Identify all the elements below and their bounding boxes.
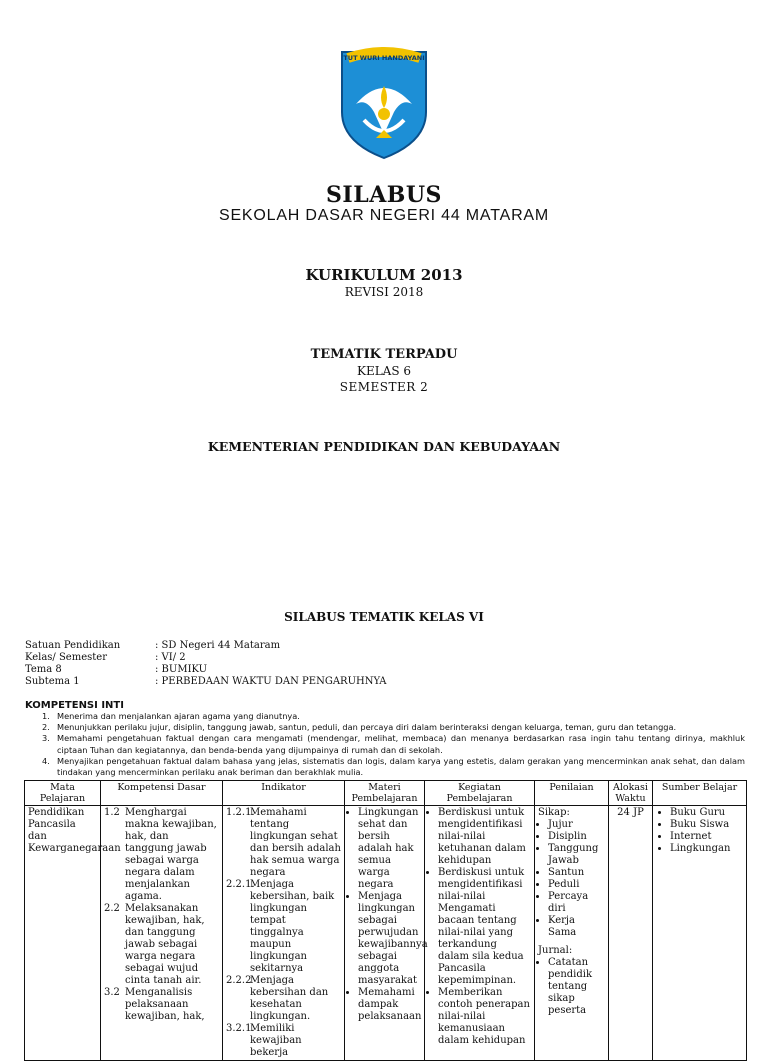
column-header: Materi Pembelajaran	[345, 781, 425, 806]
indicator-item: 2.2.1. Menjaga kebersihan, baik lingkungan tempat tinggalnya maupun lingkungan sekitarnya	[226, 879, 335, 974]
class-label: KELAS 6	[356, 364, 412, 378]
table-header-row	[25, 781, 747, 806]
time-cell: 24 JP	[609, 806, 653, 1061]
info-value: : PERBEDAAN WAKTU DAN PENGARUHNYA	[155, 676, 387, 687]
source-item: • Internet	[670, 831, 743, 843]
kd-item: 2.2 Melaksanakan kewajiban, hak, dan tanggung jawab sebagai warga negara sebagai wujud cinta tanah air.	[104, 903, 205, 986]
indicator-item: 1.2.1. Memahami tentang lingkungan sehat dan bersih adalah hak semua warga negara	[226, 807, 341, 878]
source-item: • Lingkungan	[670, 843, 743, 855]
assessment-cell	[535, 806, 609, 1061]
svg-text:TUT WURI HANDAYANI: TUT WURI HANDAYANI	[343, 54, 425, 62]
activity-item: • Berdiskusi untuk mengidentifikasi nilai-nilai ketuhanan dalam kehidupan	[438, 807, 531, 867]
info-row	[25, 664, 207, 675]
core-competence-item: 3. Memahami pengetahuan faktual dengan cara mengamati (mendengar, melihat, membaca) dan menanya berdasarkan rasa ingin tahu tentang dirinya, makhluk ciptaan Tuhan dan kegiatannya, dan benda-benda yang dijumpainya di rumah dan di sekolah.	[42, 733, 745, 755]
syllabus-title: SILABUS TEMATIK KELAS VI	[284, 610, 484, 624]
column-header: Kegiatan Pembelajaran	[425, 781, 535, 806]
assessment-item: • Kerja Sama	[548, 915, 605, 939]
table-row	[25, 806, 747, 1061]
material-item: • Menjaga lingkungan sebagai perwujudan kewajibannya sebagai anggota masyarakat	[358, 891, 421, 987]
material-cell	[345, 806, 428, 1061]
assessment-item: • Tanggung Jawab	[548, 843, 605, 867]
indicator-cell	[223, 806, 345, 1061]
material-item: • Lingkungan sehat dan bersih adalah hak semua warga negara	[358, 807, 421, 891]
theme-type: TEMATIK TERPADU	[310, 347, 458, 362]
info-value: : VI/ 2	[155, 652, 186, 663]
syllabus-table	[24, 780, 747, 1061]
assessment-item: • Catatan pendidik tentang sikap peserta	[548, 957, 605, 1017]
school-name: SEKOLAH DASAR NEGERI 44 MATARAM	[218, 207, 550, 224]
indicator-item: 3.2.1. Memiliki kewajiban bekerja	[226, 1023, 302, 1058]
info-row	[25, 652, 186, 663]
subject-cell: Pendidikan Pancasila dan Kewarganegaraan	[25, 806, 101, 1061]
assessment-item: • Jujur	[548, 819, 605, 831]
info-label: Satuan Pendidikan	[25, 640, 121, 651]
core-competence-title: KOMPETENSI INTI	[25, 700, 124, 711]
source-cell	[653, 806, 747, 1061]
core-competence-item: 4. Menyajikan pengetahuan faktual dalam bahasa yang jelas, sistematis dan logis, dalam karya yang estetis, dalam gerakan yang mencerminkan anak sehat, dan dalam tindakan yang mencerminkan perilaku anak beriman dan berakhlak mulia.	[42, 755, 745, 778]
assessment-item: • Percaya diri	[548, 891, 605, 915]
info-label: Kelas/ Semester	[25, 652, 107, 663]
source-item: • Buku Siswa	[670, 819, 743, 831]
column-header: Mata Pelajaran	[25, 781, 101, 806]
column-header: Alokasi Waktu	[609, 781, 653, 806]
core-competence-item: 2. Menunjukkan perilaku jujur, disiplin, tanggung jawab, santun, peduli, dan percaya diri dalam berinteraksi dengan keluarga, teman, guru dan tetangga.	[42, 722, 677, 733]
info-value: : SD Negeri 44 Mataram	[155, 640, 281, 651]
column-header: Indikator	[223, 781, 345, 806]
info-value: : BUMIKU	[155, 664, 208, 675]
info-label: Tema 8	[25, 664, 62, 675]
column-header: Sumber Belajar	[653, 781, 747, 806]
activity-item: • Memberikan contoh penerapan nilai-nilai kemanusiaan dalam kehidupan	[438, 987, 531, 1047]
material-item: • Memahami dampak pelaksanaan	[358, 987, 421, 1023]
info-row	[25, 676, 387, 687]
indicator-item: 2.2.2 Menjaga kebersihan dan kesehatan lingkungan.	[226, 975, 329, 1022]
column-header: Penilaian	[535, 781, 609, 806]
tut-wuri-handayani-logo	[334, 42, 434, 160]
revision: REVISI 2018	[344, 285, 424, 299]
assessment-heading: Sikap:	[538, 807, 570, 818]
core-competence-item: 1. Menerima dan menjalankan ajaran agama yang dianutnya.	[42, 711, 300, 721]
source-item: • Buku Guru	[670, 807, 743, 819]
activity-item: • Berdiskusi untuk mengidentifikasi nilai-nilai Mengamati bacaan tentang nilai-nilai yang terkandung dalam sila kedua Pancasila kepemimpinan.	[438, 867, 531, 987]
ministry-name: KEMENTERIAN PENDIDIKAN DAN KEBUDAYAAN	[207, 439, 561, 454]
activity-cell	[425, 806, 535, 1061]
assessment-item: • Peduli	[548, 879, 605, 891]
info-row	[25, 640, 280, 651]
kd-item: 3.2 Menganalisis pelaksanaan kewajiban, hak,	[104, 987, 205, 1022]
document-title: SILABUS	[326, 182, 442, 208]
assessment-item: • Disiplin	[548, 831, 605, 843]
semester-label: SEMESTER 2	[339, 380, 429, 394]
column-header: Kompetensi Dasar	[101, 781, 223, 806]
kd-cell	[101, 806, 223, 1061]
assessment-heading: Jurnal:	[538, 945, 573, 956]
curriculum: KURIKULUM 2013	[305, 266, 463, 284]
kd-item: 1.2 Menghargai makna kewajiban, hak, dan tanggung jawab sebagai warga negara dalam menjalankan agama.	[104, 807, 217, 902]
assessment-item: • Santun	[548, 867, 605, 879]
info-label: Subtema 1	[25, 676, 80, 687]
core-competence-list	[25, 711, 745, 778]
